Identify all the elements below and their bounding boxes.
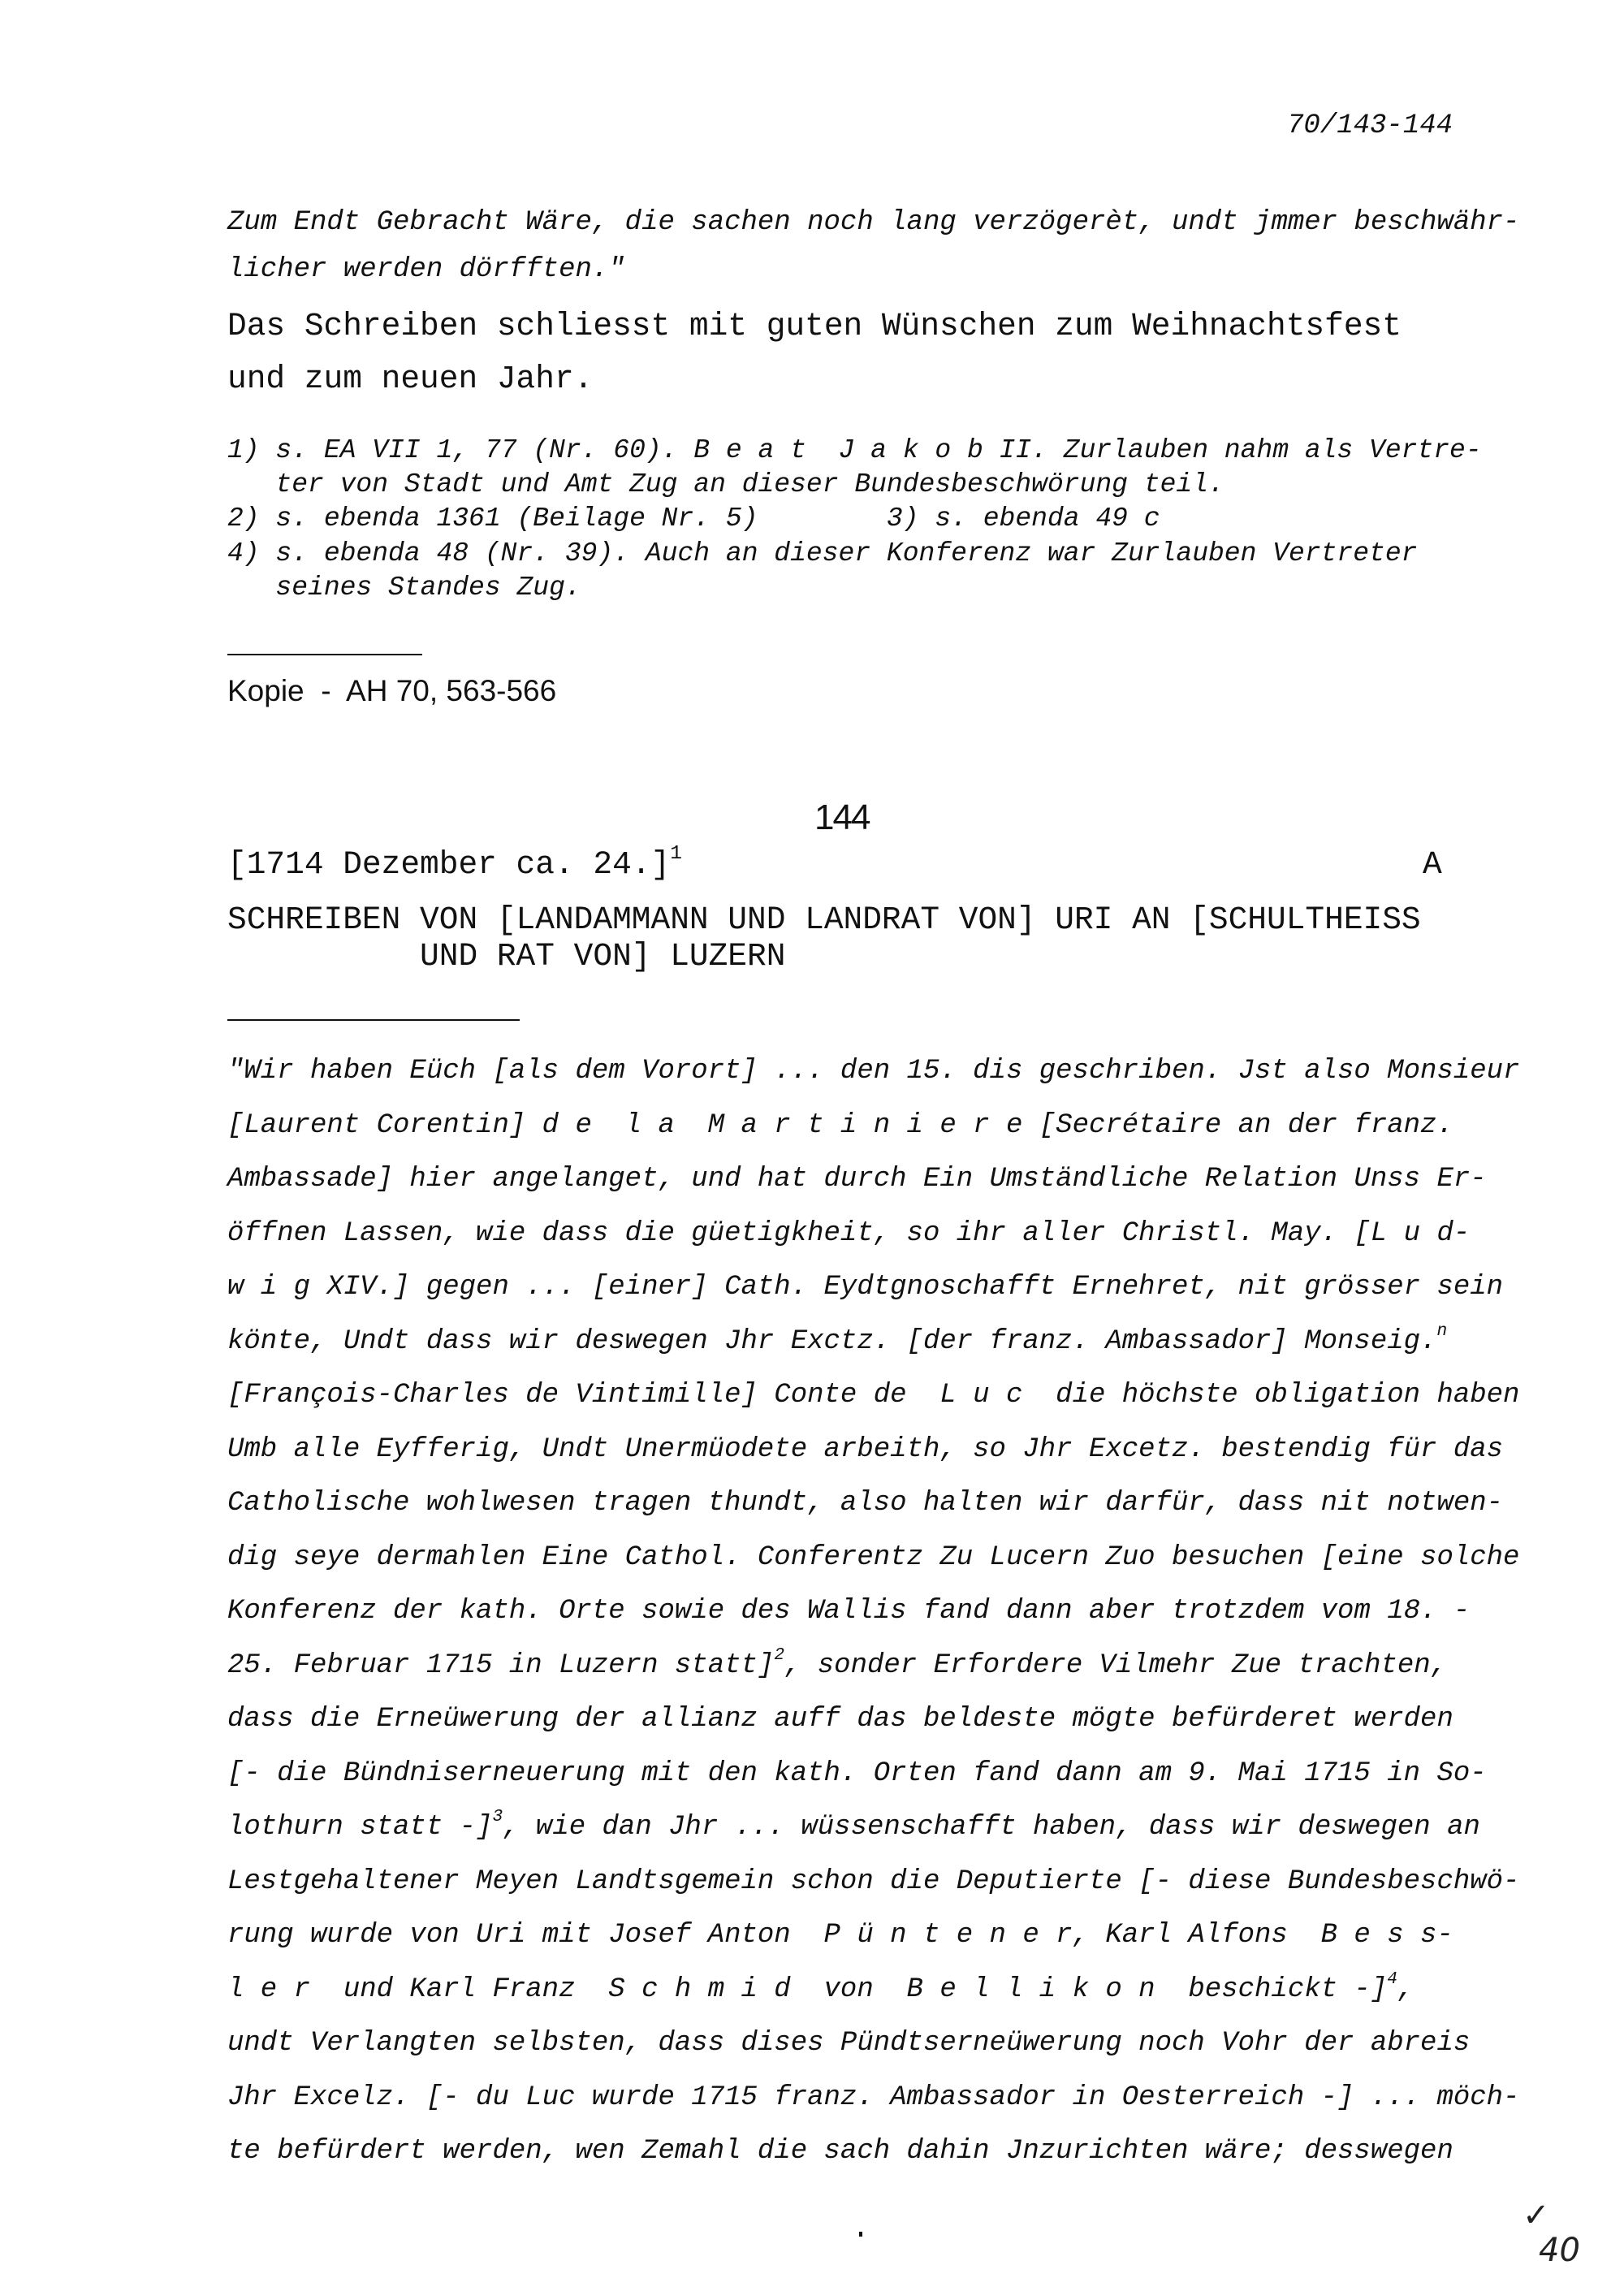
text-segment: , sonder Erfordere Vilmehr Zue trachten, bbox=[784, 1649, 1448, 1681]
text-line bbox=[227, 2029, 1470, 2057]
text-segment: rung wurde von Uri mit Josef Anton P ü n t e n e r, Karl Alfons B e s s- bbox=[227, 1920, 1453, 1951]
text-segment: "Wir haben Eüch [als dem Vorort] ... den 15. dis geschriben. Jst also Monsieur bbox=[227, 1056, 1520, 1087]
text-segment: , bbox=[1397, 1973, 1415, 2005]
text-segment: licher werden dörfften." bbox=[227, 254, 625, 285]
text-segment: 25. Februar 1715 in Luzern statt] bbox=[227, 1649, 775, 1681]
text-segment: , wie dan Jhr ... wüssenschafft haben, dass wir deswegen an bbox=[503, 1812, 1480, 1843]
text-segment: öffnen Lassen, wie dass die güetigkheit, so ihr aller Christl. May. [L u d- bbox=[227, 1217, 1471, 1249]
text-line bbox=[227, 1217, 1471, 1249]
text-segment: Jhr Excelz. [- du Luc wurde 1715 franz. Ambassador in Oesterreich -] ... möch- bbox=[227, 2081, 1520, 2113]
text-segment: undt Verlangten selbsten, dass dises Pündtserneüwerung noch Vohr der abreis bbox=[227, 2028, 1471, 2059]
footnote-marker: 3 bbox=[492, 1807, 503, 1827]
text-line bbox=[227, 256, 625, 283]
text-segment: [Laurent Corentin] d e l a M a r t i n i e r e [Secrétaire an der franz. bbox=[227, 1109, 1453, 1141]
text-segment: w i g XIV.] gegen ... [einer] Cath. Eydtgnoschafft Ernehret, nit grösser sein bbox=[227, 1272, 1504, 1303]
text-line bbox=[227, 2081, 1520, 2113]
title-divider bbox=[227, 1019, 520, 1021]
text-line bbox=[227, 1057, 1519, 1085]
text-segment: Zum Endt Gebracht Wäre, die sachen noch lang verzögerèt, undt jmmer beschwähr- bbox=[227, 207, 1520, 238]
handwritten-check: ✓ bbox=[1522, 2197, 1550, 2234]
source-reference: Kopie - AH 70, 563-566 bbox=[227, 674, 557, 707]
footnote-marker: n bbox=[1436, 1321, 1448, 1341]
text-segment: [- die Bündniserneuerung mit den kath. Orten fand dann am 9. Mai 1715 in So- bbox=[227, 1757, 1487, 1789]
text-segment: Umb alle Eyfferig, Undt Unermüodete arbeith, so Jhr Excetz. bestendig für das bbox=[227, 1433, 1504, 1465]
footnote-line: seines Standes Zug. bbox=[227, 573, 581, 603]
summary-line-1: Das Schreiben schliesst mit guten Wünschen zum Weihnachtsfest bbox=[227, 308, 1402, 344]
text-line bbox=[227, 1381, 1519, 1409]
document-number: 144 bbox=[814, 798, 870, 837]
document-date bbox=[227, 842, 682, 883]
title-line-2: UND RAT VON] LUZERN bbox=[227, 938, 786, 975]
text-segment: te befürdert werden, wen Zemahl die sach dahin Jnzurichten wäre; desswegen bbox=[227, 2136, 1453, 2167]
text-segment: Catholische wohlwesen tragen thundt, also halten wir darfür, dass nit notwen- bbox=[227, 1488, 1504, 1519]
text-segment: Konferenz der kath. Orte sowie des Wallis fand dann aber trotzdem vom 18. - bbox=[227, 1596, 1471, 1627]
date-text: [1714 Dezember ca. 24.] bbox=[227, 846, 671, 883]
text-line bbox=[227, 2138, 1453, 2165]
text-line bbox=[227, 1865, 1520, 1897]
text-line bbox=[227, 1273, 1503, 1301]
text-line bbox=[227, 1541, 1520, 1573]
page-reference: 70/143-144 bbox=[1287, 110, 1453, 141]
text-segment: lothurn statt -] bbox=[227, 1812, 493, 1843]
text-line bbox=[227, 1645, 1448, 1681]
handwritten-number: 40 bbox=[1539, 2232, 1580, 2269]
summary-line-2: und zum neuen Jahr. bbox=[227, 361, 594, 397]
text-segment: könte, Undt dass wir deswegen Jhr Exctz. [der franz. Ambassador] Monseig. bbox=[227, 1325, 1437, 1357]
footnote-marker: 4 bbox=[1387, 1969, 1397, 1989]
footnote-line: 4) s. ebenda 48 (Nr. 39). Auch an dieser Konferenz war Zurlauben Vertreter bbox=[227, 538, 1418, 568]
footnote-line: 1) s. EA VII 1, 77 (Nr. 60). B e a t J a k o b II. Zurlauben nahm als Vertre- bbox=[227, 435, 1482, 465]
text-line bbox=[227, 1109, 1453, 1141]
document-type-letter: A bbox=[1423, 846, 1442, 883]
text-line bbox=[227, 1597, 1470, 1625]
footnote-marker: 1 bbox=[670, 842, 682, 865]
text-segment: dass die Erneüwerung der allianz auff das beldeste mögte befürderet werden bbox=[227, 1704, 1453, 1735]
text-line bbox=[227, 1489, 1503, 1517]
text-segment: Ambassade] hier angelanget, und hat durch Ein Umständliche Relation Unss Er- bbox=[227, 1164, 1487, 1195]
text-segment: l e r und Karl Franz S c h m i d von B e l l i k o n beschickt -] bbox=[227, 1973, 1388, 2005]
footnote-line: 2) s. ebenda 1361 (Beilage Nr. 5) 3) s. ebenda 49 c bbox=[227, 504, 1160, 534]
text-line bbox=[227, 1705, 1453, 1733]
text-segment: [François-Charles de Vintimille] Conte de L u c die höchste obligation haben bbox=[227, 1380, 1520, 1411]
text-line bbox=[227, 1757, 1487, 1789]
scan-dot bbox=[859, 2232, 862, 2237]
footnote-marker: 2 bbox=[774, 1645, 784, 1665]
title-line-1: SCHREIBEN VON [LANDAMMANN UND LANDRAT VON] URI AN [SCHULTHEISS bbox=[227, 901, 1421, 938]
text-line bbox=[227, 1807, 1480, 1843]
text-line bbox=[227, 1165, 1487, 1193]
text-line bbox=[227, 1321, 1448, 1357]
text-line bbox=[227, 1969, 1415, 2005]
text-line bbox=[227, 209, 1519, 236]
text-segment: Lestgehaltener Meyen Landtsgemein schon die Deputierte [- diese Bundesbeschwö- bbox=[227, 1865, 1520, 1897]
footnote-divider bbox=[227, 654, 422, 655]
text-line bbox=[227, 1433, 1504, 1465]
footnote-line: ter von Stadt und Amt Zug an dieser Bundesbeschwörung teil. bbox=[227, 469, 1224, 499]
text-segment: dig seye dermahlen Eine Cathol. Conferentz Zu Lucern Zuo besuchen [eine solche bbox=[227, 1541, 1520, 1573]
text-line bbox=[227, 1921, 1453, 1949]
